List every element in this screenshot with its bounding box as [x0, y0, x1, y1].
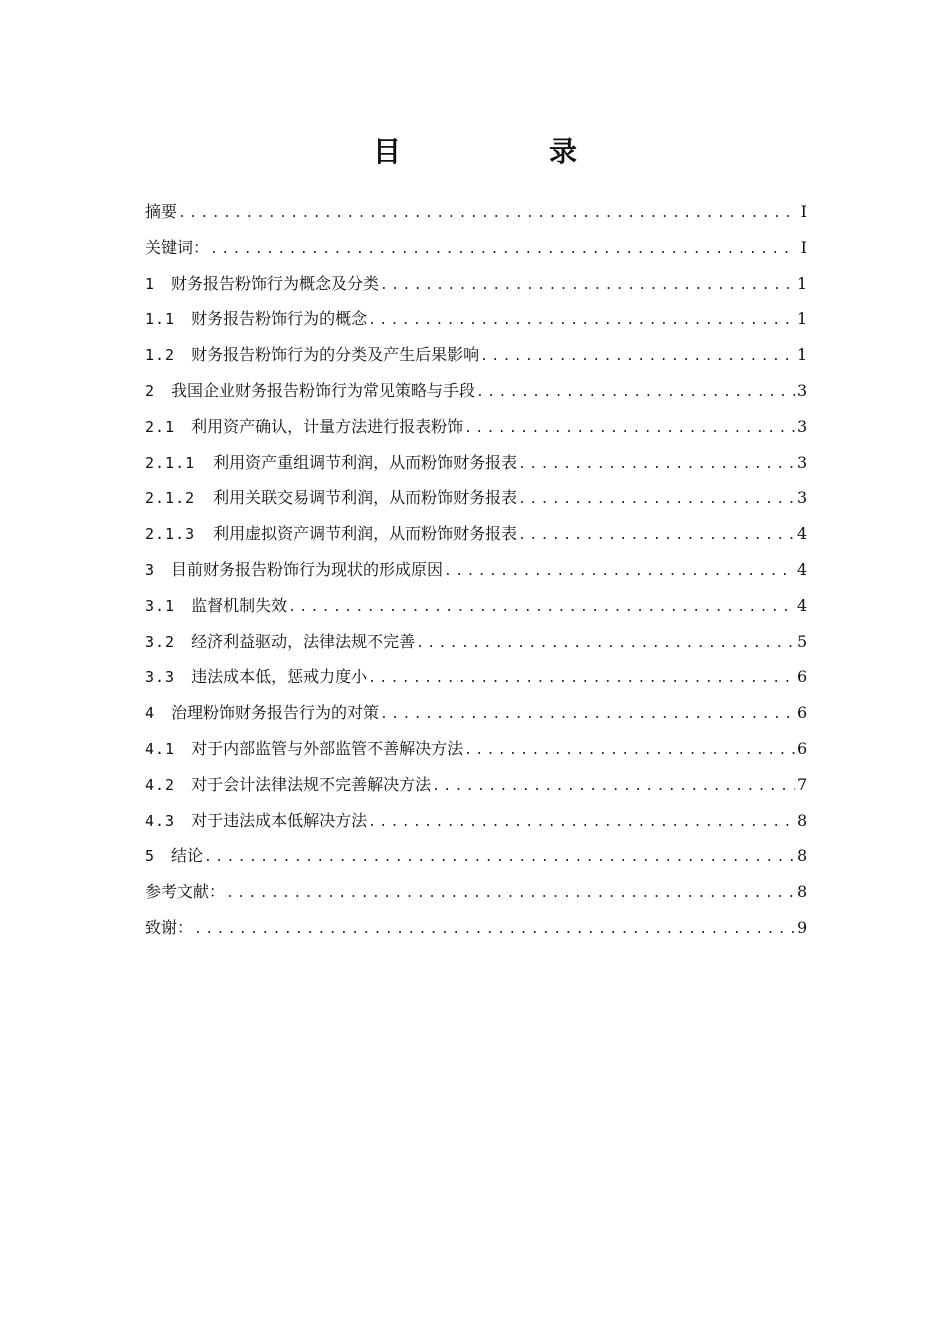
dot-leader: [518, 489, 795, 511]
toc-entry[interactable]: [145, 450, 807, 486]
toc-entry-number: 2.1.1: [145, 453, 196, 472]
toc-entry-title: 对于违法成本低解决方法: [191, 810, 368, 830]
toc-entry-number: 4.3: [145, 811, 176, 830]
dot-leader: [464, 418, 795, 440]
toc-entry-page: 8: [797, 882, 808, 902]
toc-entry[interactable]: [145, 485, 807, 521]
toc-entry-title: 目前财务报告粉饰行为现状的形成原因: [171, 559, 444, 579]
toc-entry-page: 4: [797, 524, 808, 544]
toc-entry-page: 8: [797, 846, 808, 866]
toc-entry[interactable]: [145, 736, 807, 772]
toc-title: 目 录: [372, 135, 637, 168]
toc-entry-page: 7: [797, 774, 808, 794]
toc-entry-page: 9: [797, 917, 808, 937]
toc-entry-page: 1: [797, 345, 808, 365]
toc-entry-number: 2: [145, 381, 156, 400]
toc-entry-page: 3: [797, 452, 808, 472]
toc-entry-page: 3: [797, 488, 808, 508]
toc-entry-page: 1: [797, 309, 808, 329]
dot-leader: [464, 740, 795, 762]
toc-entry-number: 1.2: [145, 346, 176, 365]
dot-leader: [368, 310, 795, 332]
dot-leader: [368, 668, 795, 690]
toc-entry[interactable]: [145, 378, 807, 414]
dot-leader: [416, 633, 795, 655]
toc-entry[interactable]: [145, 915, 807, 951]
toc-entry-number: 2.1.3: [145, 525, 196, 544]
toc-entry-page: 1: [797, 273, 808, 293]
toc-entry-number: 5: [145, 847, 156, 866]
toc-entry-title: 违法成本低，惩戒力度小: [191, 667, 368, 687]
dot-leader: [476, 382, 795, 404]
toc-entry-page: 4: [797, 559, 808, 579]
toc-entry-title: 致谢：: [145, 917, 194, 937]
toc-entry-title: 摘要: [145, 202, 178, 221]
toc-entry-title: 利用资产确认，计量方法进行报表粉饰: [191, 416, 464, 436]
toc-entry-page: 6: [797, 738, 808, 758]
toc-entry-number: 4.2: [145, 775, 176, 794]
toc-entry-title: 财务报告粉饰行为概念及分类: [171, 273, 380, 293]
toc-entry-title: 利用资产重组调节利润，从而粉饰财务报表: [213, 452, 518, 472]
toc-entry[interactable]: [145, 199, 807, 235]
toc-entry-page: 3: [797, 416, 808, 436]
toc-entry-page: 6: [797, 703, 808, 723]
toc-entry[interactable]: [145, 700, 807, 736]
toc-entry-number: 3.3: [145, 668, 176, 687]
toc-entry[interactable]: [145, 306, 807, 342]
toc-entry-title: 我国企业财务报告粉饰行为常见策略与手段: [171, 380, 476, 400]
toc-entry-number: 3.1: [145, 596, 176, 615]
toc-entry-number: 2.1.2: [145, 489, 196, 508]
dot-leader: [204, 847, 795, 869]
toc-entry-title: 关键词：: [145, 237, 210, 257]
toc-entry[interactable]: [145, 808, 807, 844]
dot-leader: [288, 597, 795, 619]
toc-entry-number: 3.2: [145, 632, 176, 651]
dot-leader: [432, 776, 795, 798]
toc-entry-title: 结论: [171, 846, 204, 866]
toc-entry-number: 1: [145, 274, 156, 293]
toc-entry-number: 3: [145, 560, 156, 579]
toc-entry-number: 4.1: [145, 739, 176, 758]
dot-leader: [380, 704, 795, 726]
toc-entry[interactable]: [145, 414, 807, 450]
dot-leader: [380, 275, 795, 297]
toc-entry[interactable]: [145, 521, 807, 557]
toc-entry-title: 经济利益驱动，法律法规不完善: [191, 631, 416, 651]
dot-leader: [194, 919, 795, 941]
toc-entry-title: 对于会计法律法规不完善解决方法: [191, 774, 432, 794]
toc-entry-title: 监督机制失效: [191, 595, 288, 615]
toc-entry[interactable]: [145, 235, 807, 271]
toc-entry-title: 对于内部监管与外部监管不善解决方法: [191, 738, 464, 758]
toc-entry-page: 6: [797, 667, 808, 687]
toc-entry-page: 5: [797, 631, 808, 651]
toc-entry-title: 治理粉饰财务报告行为的对策: [171, 703, 380, 723]
toc-entry[interactable]: [145, 772, 807, 808]
toc-entry[interactable]: [145, 629, 807, 665]
dot-leader: [210, 239, 795, 261]
dot-leader: [178, 203, 795, 225]
toc-entry[interactable]: [145, 271, 807, 307]
toc-entry-number: 2.1: [145, 417, 176, 436]
toc-entry[interactable]: [145, 557, 807, 593]
dot-leader: [368, 812, 795, 834]
toc-entry-title: 财务报告粉饰行为的概念: [191, 309, 368, 329]
toc-entry-page: I: [800, 202, 807, 221]
toc-entry-title: 利用关联交易调节利润，从而粉饰财务报表: [213, 488, 518, 508]
toc-entry-title: 参考文献：: [145, 882, 226, 902]
toc-entry-number: 4: [145, 704, 156, 723]
toc-entry[interactable]: [145, 879, 807, 915]
toc-entry-number: 1.1: [145, 310, 176, 329]
dot-leader: [226, 883, 795, 905]
toc-entry[interactable]: [145, 593, 807, 629]
toc-entry[interactable]: [145, 843, 807, 879]
toc-entry-page: 8: [797, 810, 808, 830]
toc-entry[interactable]: [145, 342, 807, 378]
dot-leader: [518, 525, 795, 547]
dot-leader: [480, 346, 795, 368]
toc-entry-page: 4: [797, 595, 808, 615]
dot-leader: [518, 454, 795, 476]
dot-leader: [444, 561, 795, 583]
toc-entry-page: 3: [797, 380, 808, 400]
toc-entry-title: 财务报告粉饰行为的分类及产生后果影响: [191, 345, 480, 365]
table-of-contents: [145, 199, 807, 951]
toc-entry-title: 利用虚拟资产调节利润，从而粉饰财务报表: [213, 524, 518, 544]
toc-entry-page: I: [800, 237, 807, 257]
toc-entry[interactable]: [145, 664, 807, 700]
